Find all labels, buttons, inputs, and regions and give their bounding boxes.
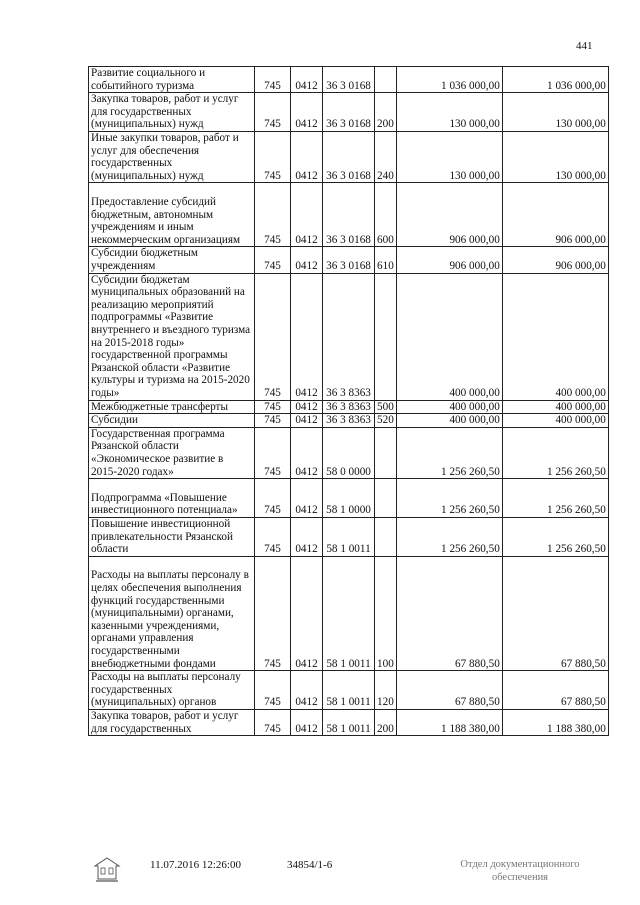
cell-sum-total: 906 000,00	[502, 247, 608, 273]
cell-name: Закупка товаров, работ и услуг для государственных (муниципальных) нужд	[89, 93, 255, 132]
cell-target: 36 3 8363	[323, 400, 375, 414]
cell-target: 36 3 0168	[323, 247, 375, 273]
cell-section: 0412	[291, 400, 323, 414]
cell-target: 36 3 8363	[323, 273, 375, 400]
cell-grbs: 745	[255, 93, 291, 132]
cell-grbs: 745	[255, 67, 291, 93]
cell-sum-total: 130 000,00	[502, 131, 608, 182]
cell-name: Повышение инвестиционной привлекательности Рязанской области	[89, 517, 255, 556]
cell-vr: 600	[375, 183, 397, 247]
cell-name: Развитие социального и событийного туризма	[89, 67, 255, 93]
cell-sum-total: 400 000,00	[502, 400, 608, 414]
cell-target: 36 3 8363	[323, 414, 375, 428]
cell-grbs: 745	[255, 183, 291, 247]
cell-sum-total: 67 880,50	[502, 556, 608, 670]
cell-sum-total: 130 000,00	[502, 93, 608, 132]
cell-vr: 120	[375, 671, 397, 710]
cell-section: 0412	[291, 414, 323, 428]
cell-target: 58 1 0000	[323, 479, 375, 518]
cell-sum-2016: 130 000,00	[396, 93, 502, 132]
cell-sum-2016: 67 880,50	[396, 671, 502, 710]
cell-sum-total: 1 036 000,00	[502, 67, 608, 93]
cell-vr: 520	[375, 414, 397, 428]
cell-grbs: 745	[255, 273, 291, 400]
cell-target: 36 3 0168	[323, 183, 375, 247]
cell-sum-total: 400 000,00	[502, 414, 608, 428]
cell-section: 0412	[291, 247, 323, 273]
cell-sum-2016: 67 880,50	[396, 556, 502, 670]
cell-grbs: 745	[255, 556, 291, 670]
table-row	[89, 247, 609, 273]
cell-name: Государственная программа Рязанской области «Экономическое развитие в 2015-2020 годах»	[89, 427, 255, 478]
table-row	[89, 671, 609, 710]
cell-name: Иные закупки товаров, работ и услуг для обеспечения государственных (муниципальных) нужд	[89, 131, 255, 182]
cell-vr	[375, 517, 397, 556]
cell-sum-2016: 400 000,00	[396, 414, 502, 428]
cell-sum-2016: 906 000,00	[396, 183, 502, 247]
cell-section: 0412	[291, 479, 323, 518]
budget-table	[88, 66, 609, 736]
table-row	[89, 517, 609, 556]
cell-grbs: 745	[255, 709, 291, 735]
cell-name: Расходы на выплаты персоналу в целях обеспечения выполнения функций государственными (муниципальными) органами, казенными учреждениями, органами управления государственными внебюджетными фондами	[89, 556, 255, 670]
cell-name: Субсидии бюджетным учреждениям	[89, 247, 255, 273]
cell-section: 0412	[291, 183, 323, 247]
cell-grbs: 745	[255, 247, 291, 273]
cell-sum-2016: 400 000,00	[396, 400, 502, 414]
cell-section: 0412	[291, 273, 323, 400]
cell-name: Расходы на выплаты персоналу государственных (муниципальных) органов	[89, 671, 255, 710]
table-row	[89, 427, 609, 478]
cell-name: Предоставление субсидий бюджетным, автономным учреждениям и иным некоммерческим организациям	[89, 183, 255, 247]
cell-section: 0412	[291, 427, 323, 478]
cell-name: Субсидии	[89, 414, 255, 428]
cell-name: Подпрограмма «Повышение инвестиционного потенциала»	[89, 479, 255, 518]
table-row	[89, 709, 609, 735]
cell-sum-total: 400 000,00	[502, 273, 608, 400]
cell-sum-2016: 906 000,00	[396, 247, 502, 273]
table-row	[89, 93, 609, 132]
emblem-icon	[92, 857, 122, 888]
cell-sum-total: 1 256 260,50	[502, 479, 608, 518]
cell-sum-2016: 130 000,00	[396, 131, 502, 182]
cell-target: 58 0 0000	[323, 427, 375, 478]
table-row	[89, 479, 609, 518]
page-number: 441	[576, 40, 593, 52]
cell-vr	[375, 67, 397, 93]
cell-vr	[375, 273, 397, 400]
cell-sum-2016: 1 256 260,50	[396, 479, 502, 518]
cell-sum-total: 1 256 260,50	[502, 517, 608, 556]
table-row	[89, 414, 609, 428]
cell-sum-2016: 1 188 380,00	[396, 709, 502, 735]
cell-vr: 200	[375, 93, 397, 132]
cell-sum-total: 906 000,00	[502, 183, 608, 247]
cell-name: Закупка товаров, работ и услуг для государственных	[89, 709, 255, 735]
cell-grbs: 745	[255, 517, 291, 556]
cell-section: 0412	[291, 93, 323, 132]
footer-doc-number: 34854/1-6	[287, 859, 333, 871]
table-row	[89, 131, 609, 182]
cell-section: 0412	[291, 556, 323, 670]
cell-sum-total: 1 256 260,50	[502, 427, 608, 478]
cell-sum-2016: 1 036 000,00	[396, 67, 502, 93]
cell-sum-2016: 1 256 260,50	[396, 517, 502, 556]
cell-vr: 240	[375, 131, 397, 182]
table-row	[89, 183, 609, 247]
table-row	[89, 400, 609, 414]
cell-section: 0412	[291, 131, 323, 182]
cell-grbs: 745	[255, 671, 291, 710]
cell-target: 36 3 0168	[323, 67, 375, 93]
cell-target: 58 1 0011	[323, 671, 375, 710]
cell-vr: 200	[375, 709, 397, 735]
table-row	[89, 67, 609, 93]
cell-section: 0412	[291, 671, 323, 710]
cell-target: 36 3 0168	[323, 93, 375, 132]
cell-sum-2016: 400 000,00	[396, 273, 502, 400]
cell-sum-total: 67 880,50	[502, 671, 608, 710]
cell-vr: 100	[375, 556, 397, 670]
table-row	[89, 273, 609, 400]
cell-name: Субсидии бюджетам муниципальных образований на реализацию мероприятий подпрограммы «Развитие внутреннего и въездного туризма на 2015-2018 годы» государственной программы Рязанской области «Развитие культуры и туризма на 2015-2020 годы»	[89, 273, 255, 400]
cell-vr	[375, 479, 397, 518]
cell-grbs: 745	[255, 414, 291, 428]
cell-target: 58 1 0011	[323, 556, 375, 670]
cell-target: 36 3 0168	[323, 131, 375, 182]
cell-name: Межбюджетные трансферты	[89, 400, 255, 414]
cell-grbs: 745	[255, 427, 291, 478]
footer-department: Отдел документационного обеспечения	[460, 859, 580, 883]
cell-target: 58 1 0011	[323, 709, 375, 735]
cell-grbs: 745	[255, 400, 291, 414]
cell-vr: 500	[375, 400, 397, 414]
cell-grbs: 745	[255, 479, 291, 518]
cell-section: 0412	[291, 67, 323, 93]
cell-section: 0412	[291, 517, 323, 556]
cell-sum-total: 1 188 380,00	[502, 709, 608, 735]
cell-section: 0412	[291, 709, 323, 735]
table-row	[89, 556, 609, 670]
cell-grbs: 745	[255, 131, 291, 182]
cell-vr: 610	[375, 247, 397, 273]
cell-vr	[375, 427, 397, 478]
cell-target: 58 1 0011	[323, 517, 375, 556]
cell-sum-2016: 1 256 260,50	[396, 427, 502, 478]
footer-datetime: 11.07.2016 12:26:00	[150, 859, 241, 871]
